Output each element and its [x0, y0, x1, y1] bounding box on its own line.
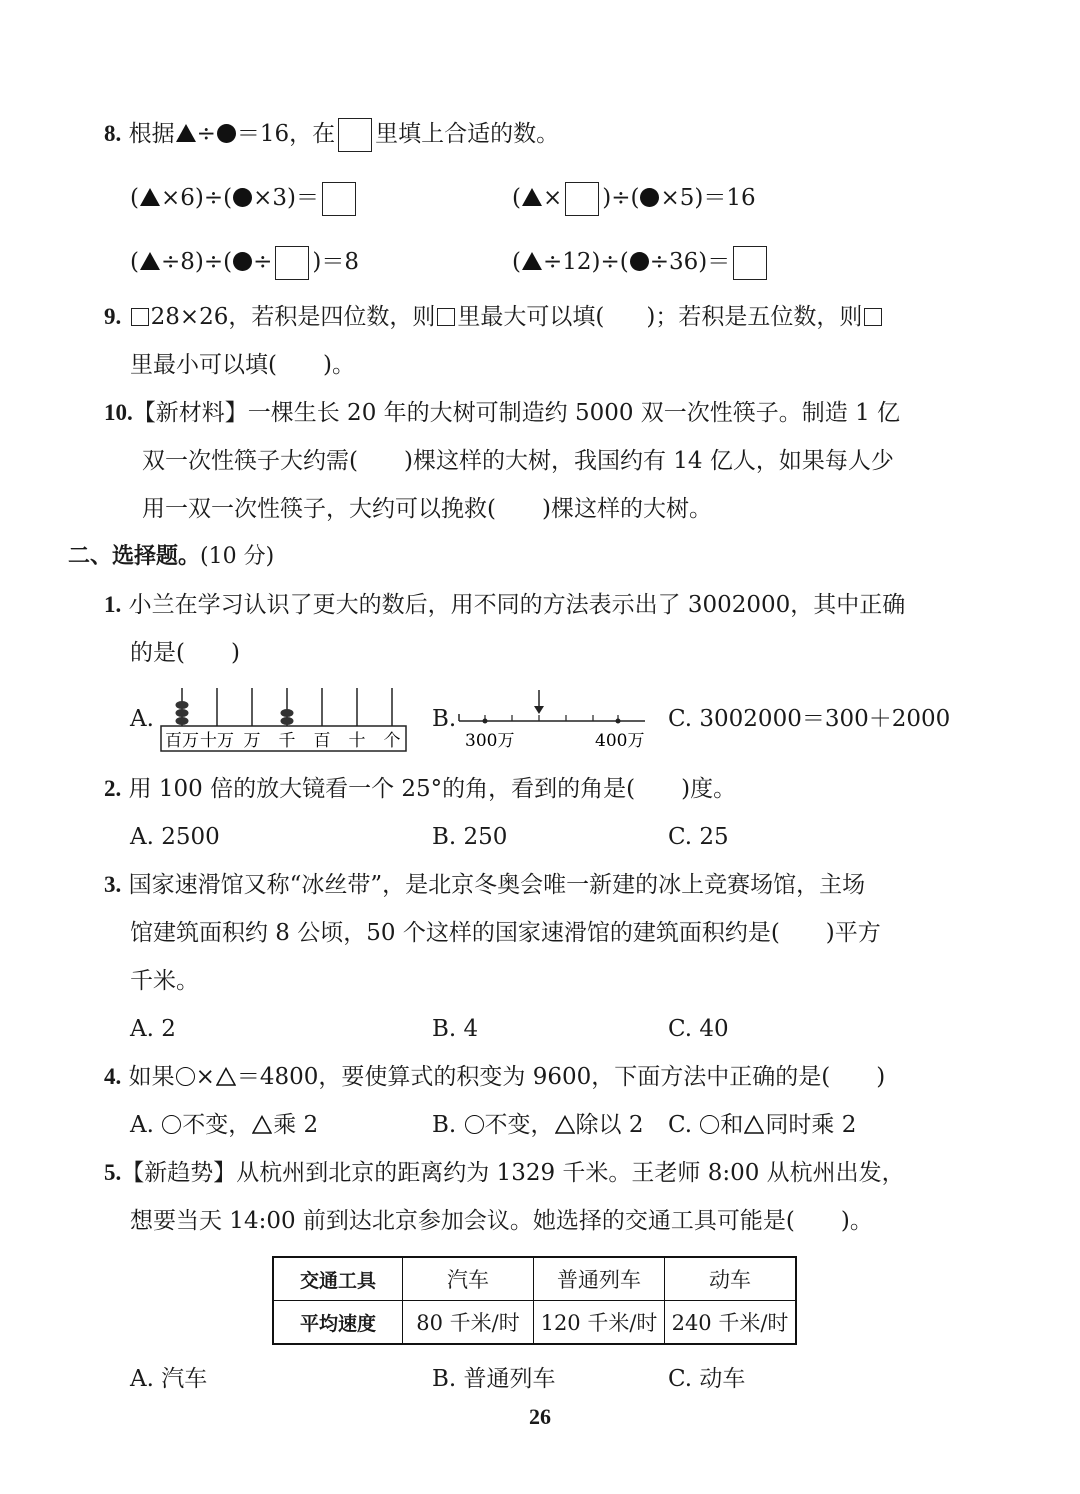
q8-text: ÷	[196, 121, 216, 147]
abacus-bead	[176, 717, 189, 725]
abacus-place-label: 千	[278, 731, 296, 751]
c3-text: 国家速滑馆又称“冰丝带”，是北京冬奥会唯一新建的冰上竞赛场馆，主场	[128, 872, 866, 898]
c1-line1	[104, 590, 905, 620]
expr-text: )＝8	[312, 249, 359, 275]
table-cell: 80 千米/时	[403, 1301, 534, 1345]
c2-option-b[interactable]: B. 250	[432, 824, 508, 850]
number-line-point	[616, 719, 621, 724]
expr-text: ÷12)÷(	[542, 249, 629, 275]
c4-option-b[interactable]	[432, 1110, 643, 1140]
answer-box[interactable]	[275, 246, 309, 280]
table-header-cell: 平均速度	[273, 1301, 403, 1345]
expr-text: ÷	[253, 249, 273, 275]
expr-text: (	[512, 185, 521, 211]
abacus-bead	[176, 701, 189, 709]
expr-text: ×3)＝	[253, 185, 319, 211]
digit-box	[437, 308, 455, 326]
number-line-diagram	[455, 684, 655, 754]
option-text: 不变，	[182, 1112, 252, 1138]
c5-text: 从杭州到北京的距离约为 1329 千米。王老师 8:00 从杭州出发，	[236, 1160, 905, 1186]
abacus-bead	[281, 709, 294, 717]
triangle-icon	[140, 188, 160, 206]
q9-text: 28×26，若积是四位数，则	[150, 304, 436, 330]
expr-text: (	[130, 185, 139, 211]
option-text: 同时乘 2	[765, 1112, 857, 1138]
down-arrow-icon	[534, 706, 544, 714]
abacus-diagram	[158, 684, 410, 756]
option-text: 不变，	[484, 1112, 554, 1138]
c1-option-a-label[interactable]: A.	[130, 706, 154, 732]
option-letter: B.	[432, 1112, 457, 1138]
table-cell: 汽车	[403, 1257, 534, 1301]
c4-number: 4.	[104, 1064, 122, 1089]
q8-expr1	[130, 182, 359, 216]
c4-option-c[interactable]	[668, 1110, 856, 1140]
q9-text: )；若积是五位数，则	[646, 304, 863, 330]
expr-text: ×6)÷(	[160, 185, 233, 211]
c4-line1	[104, 1062, 885, 1092]
open-circle-icon	[700, 1115, 719, 1134]
q10-line2: 双一次性筷子大约需( )棵这样的大树，我国约有 14 亿人，如果每人少	[142, 448, 894, 474]
q9-text: 里最小可以填( )。	[130, 352, 355, 378]
abacus-bead	[281, 717, 294, 725]
option-letter: A.	[130, 1112, 154, 1138]
table-cell: 普通列车	[534, 1257, 665, 1301]
open-triangle-icon	[216, 1067, 236, 1086]
q8-expr2	[512, 182, 756, 216]
c1-option-c[interactable]: C. 3002000＝300＋2000	[668, 706, 951, 732]
answer-box[interactable]	[338, 118, 372, 152]
c4-text: ＝4800，要使算式的积变为 9600，下面方法中正确的是( )	[236, 1064, 886, 1090]
section-title: 二、选择题。	[68, 544, 201, 569]
c3-number: 3.	[104, 872, 122, 897]
option-letter: C.	[668, 1112, 693, 1138]
q8-text: ＝16，在	[236, 121, 336, 147]
q8-line1	[104, 118, 559, 152]
expr-text: ×	[542, 185, 563, 211]
q9-number: 9.	[104, 304, 122, 329]
expr-text: ÷8)÷(	[160, 249, 233, 275]
table-cell: 120 千米/时	[534, 1301, 665, 1345]
q8-expr4	[512, 246, 770, 280]
triangle-icon	[522, 188, 542, 206]
digit-box	[131, 308, 149, 326]
c3-option-a[interactable]: A. 2	[130, 1016, 176, 1042]
c4-text: ×	[195, 1064, 215, 1090]
open-triangle-icon	[555, 1115, 575, 1134]
c2-number: 2.	[104, 776, 122, 801]
c1-number: 1.	[104, 592, 122, 617]
number-line-left-label: 300万	[465, 731, 515, 751]
c2-text: 用 100 倍的放大镜看一个 25°的角，看到的角是( )度。	[128, 776, 737, 802]
abacus-place-label: 万	[243, 731, 261, 751]
answer-box[interactable]	[565, 182, 599, 216]
c4-option-a[interactable]	[130, 1110, 318, 1140]
q8-expr3	[130, 246, 359, 280]
open-triangle-icon	[252, 1115, 272, 1134]
option-text: 和	[720, 1112, 744, 1138]
section-heading	[68, 542, 274, 572]
c1-text: 小兰在学习认识了更大的数后，用不同的方法表示出了 3002000，其中正确	[128, 592, 906, 618]
table-header-cell: 交通工具	[273, 1257, 403, 1301]
q10-line1	[104, 398, 900, 428]
c2-line1	[104, 774, 736, 804]
number-line-point	[483, 719, 488, 724]
c3-option-b[interactable]: B. 4	[432, 1016, 479, 1042]
abacus-place-label: 百	[313, 731, 331, 751]
expr-text: (	[512, 249, 521, 275]
open-circle-icon	[465, 1115, 484, 1134]
q8-text: 根据	[128, 121, 175, 147]
open-triangle-icon	[744, 1115, 764, 1134]
q9-text: 里最大可以填(	[457, 304, 605, 330]
q10-tag: 【新材料】	[132, 400, 248, 426]
q9-line1	[104, 302, 884, 332]
option-text: 乘 2	[273, 1112, 319, 1138]
abacus-place-label: 十万	[200, 731, 234, 751]
open-circle-icon	[176, 1067, 195, 1086]
circle-icon	[640, 188, 659, 207]
page-number: 26	[529, 1404, 551, 1429]
expr-text: )÷(	[602, 185, 640, 211]
c5-line2: 想要当天 14:00 前到达北京参加会议。她选择的交通工具可能是( )。	[130, 1208, 873, 1234]
c3-line2: 馆建筑面积约 8 公顷，50 个这样的国家速滑馆的建筑面积约是( )平方	[130, 920, 881, 946]
c5-number: 5.	[104, 1160, 122, 1185]
c3-line1	[104, 870, 865, 900]
circle-icon	[630, 252, 649, 271]
expr-text: (	[130, 249, 139, 275]
abacus-place-label: 个	[383, 731, 401, 751]
c5-option-b[interactable]: B. 普通列车	[432, 1366, 556, 1392]
section-score: (10 分)	[200, 544, 275, 569]
c4-text: 如果	[128, 1064, 175, 1090]
circle-icon	[233, 188, 252, 207]
option-text: 除以 2	[575, 1112, 644, 1138]
q10-text: 一棵生长 20 年的大树可制造约 5000 双一次性筷子。制造 1 亿	[247, 400, 901, 426]
table-row	[273, 1257, 796, 1301]
c5-line1	[104, 1158, 905, 1188]
c3-option-c[interactable]: C. 40	[668, 1016, 729, 1042]
q8-number: 8.	[104, 121, 122, 146]
expr-text: ×5)＝16	[660, 185, 756, 211]
table-row	[273, 1301, 796, 1345]
c2-option-c[interactable]: C. 25	[668, 824, 729, 850]
c5-option-a[interactable]: A. 汽车	[130, 1366, 208, 1392]
q8-text: 里填上合适的数。	[375, 121, 560, 147]
c1-option-b-label[interactable]: B.	[432, 706, 457, 732]
answer-box[interactable]	[322, 182, 356, 216]
c1-line2: 的是( )	[130, 640, 240, 666]
abacus-place-label: 十	[348, 731, 366, 751]
q9-line2	[130, 350, 355, 380]
circle-icon	[217, 124, 236, 143]
triangle-icon	[140, 252, 160, 270]
answer-box[interactable]	[733, 246, 767, 280]
c2-option-a[interactable]: A. 2500	[130, 824, 220, 850]
abacus-bead	[176, 709, 189, 717]
speed-table	[272, 1256, 797, 1345]
q10-line3: 用一双一次性筷子，大约可以挽救( )棵这样的大树。	[142, 496, 712, 522]
triangle-icon	[522, 252, 542, 270]
q10-number: 10.	[104, 400, 133, 425]
circle-icon	[233, 252, 252, 271]
digit-box	[864, 308, 882, 326]
table-cell: 240 千米/时	[665, 1301, 797, 1345]
triangle-icon	[176, 124, 196, 142]
expr-text: ÷36)＝	[649, 249, 731, 275]
c5-tag: 【新趋势】	[121, 1160, 237, 1186]
abacus-place-label: 百万	[165, 731, 199, 751]
open-circle-icon	[162, 1115, 181, 1134]
table-cell: 动车	[665, 1257, 797, 1301]
c5-option-c[interactable]: C. 动车	[668, 1366, 746, 1392]
number-line-right-label: 400万	[595, 731, 645, 751]
c3-line3: 千米。	[130, 968, 199, 994]
